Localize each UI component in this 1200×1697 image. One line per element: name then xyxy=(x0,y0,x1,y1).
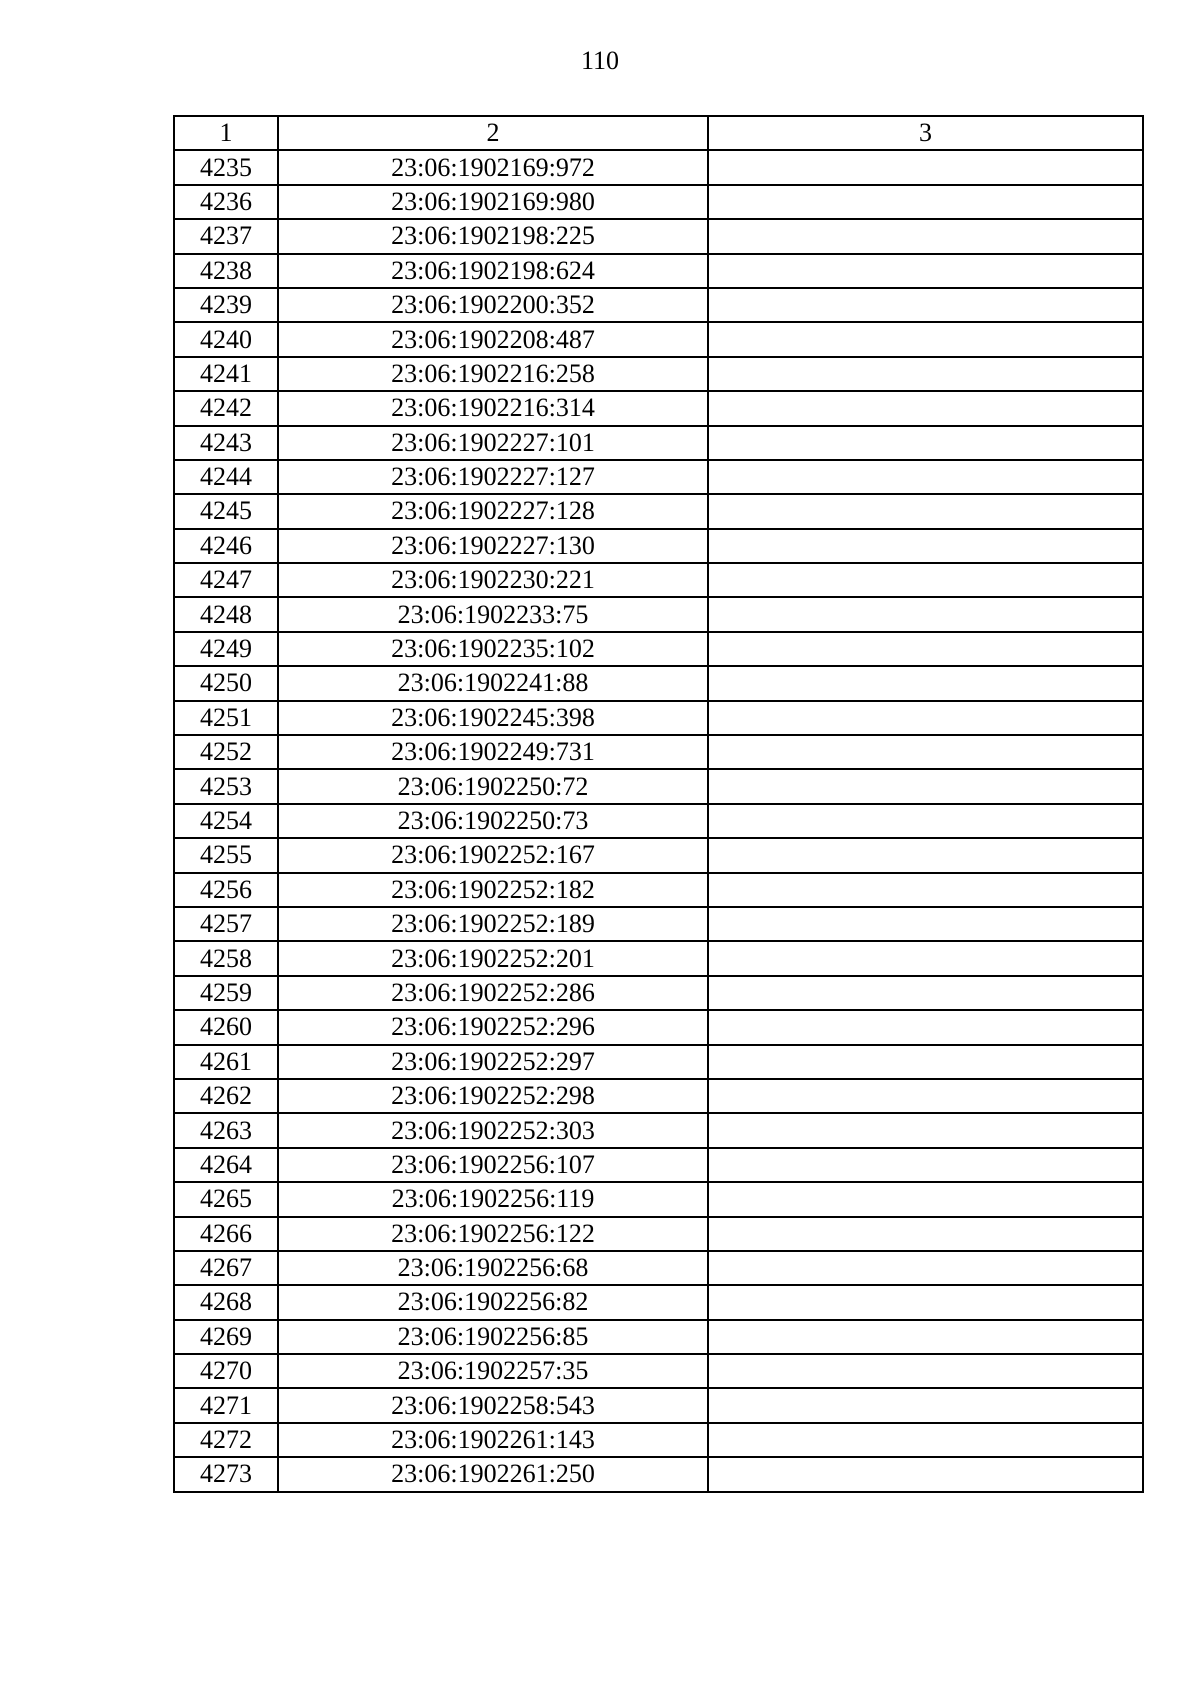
notes-cell xyxy=(708,1113,1143,1147)
row-index-cell: 4252 xyxy=(174,735,278,769)
table-body xyxy=(174,150,1143,1491)
row-index-cell: 4255 xyxy=(174,838,278,872)
table-row xyxy=(174,941,1143,975)
cadastral-number-cell: 23:06:1902252:286 xyxy=(278,976,708,1010)
table-row xyxy=(174,804,1143,838)
table-row xyxy=(174,1388,1143,1422)
table-row xyxy=(174,150,1143,184)
table-row xyxy=(174,1354,1143,1388)
notes-cell xyxy=(708,1285,1143,1319)
notes-cell xyxy=(708,1079,1143,1113)
table-row xyxy=(174,632,1143,666)
table-row xyxy=(174,391,1143,425)
row-index-cell: 4259 xyxy=(174,976,278,1010)
table-row xyxy=(174,460,1143,494)
notes-cell xyxy=(708,769,1143,803)
table-row xyxy=(174,254,1143,288)
cadastral-number-cell: 23:06:1902227:127 xyxy=(278,460,708,494)
row-index-cell: 4271 xyxy=(174,1388,278,1422)
row-index-cell: 4273 xyxy=(174,1457,278,1491)
cadastral-number-cell: 23:06:1902252:167 xyxy=(278,838,708,872)
cadastral-number-cell: 23:06:1902241:88 xyxy=(278,666,708,700)
cadastral-number-cell: 23:06:1902216:314 xyxy=(278,391,708,425)
row-index-cell: 4251 xyxy=(174,701,278,735)
table-row xyxy=(174,1010,1143,1044)
row-index-cell: 4249 xyxy=(174,632,278,666)
table-row xyxy=(174,769,1143,803)
table-row xyxy=(174,494,1143,528)
row-index-cell: 4246 xyxy=(174,529,278,563)
notes-cell xyxy=(708,838,1143,872)
cadastral-number-cell: 23:06:1902252:182 xyxy=(278,873,708,907)
table-row xyxy=(174,1423,1143,1457)
row-index-cell: 4239 xyxy=(174,288,278,322)
notes-cell xyxy=(708,357,1143,391)
row-index-cell: 4240 xyxy=(174,322,278,356)
notes-cell xyxy=(708,907,1143,941)
row-index-cell: 4248 xyxy=(174,597,278,631)
table-row xyxy=(174,1251,1143,1285)
table-row xyxy=(174,1320,1143,1354)
table-row xyxy=(174,322,1143,356)
cadastral-number-cell: 23:06:1902227:128 xyxy=(278,494,708,528)
column-header-1: 1 xyxy=(174,116,278,150)
notes-cell xyxy=(708,941,1143,975)
row-index-cell: 4267 xyxy=(174,1251,278,1285)
notes-cell xyxy=(708,701,1143,735)
row-index-cell: 4238 xyxy=(174,254,278,288)
cadastral-number-cell: 23:06:1902200:352 xyxy=(278,288,708,322)
row-index-cell: 4254 xyxy=(174,804,278,838)
table-row xyxy=(174,1285,1143,1319)
table-row xyxy=(174,1148,1143,1182)
cadastral-number-cell: 23:06:1902252:303 xyxy=(278,1113,708,1147)
row-index-cell: 4260 xyxy=(174,1010,278,1044)
notes-cell xyxy=(708,460,1143,494)
row-index-cell: 4269 xyxy=(174,1320,278,1354)
table-row xyxy=(174,701,1143,735)
row-index-cell: 4235 xyxy=(174,150,278,184)
cadastral-number-cell: 23:06:1902256:107 xyxy=(278,1148,708,1182)
cadastral-number-cell: 23:06:1902227:101 xyxy=(278,426,708,460)
cadastral-number-cell: 23:06:1902227:130 xyxy=(278,529,708,563)
cadastral-number-cell: 23:06:1902256:68 xyxy=(278,1251,708,1285)
cadastral-number-cell: 23:06:1902261:143 xyxy=(278,1423,708,1457)
row-index-cell: 4263 xyxy=(174,1113,278,1147)
table-row xyxy=(174,529,1143,563)
cadastral-number-cell: 23:06:1902257:35 xyxy=(278,1354,708,1388)
notes-cell xyxy=(708,1010,1143,1044)
cadastral-number-cell: 23:06:1902252:297 xyxy=(278,1045,708,1079)
notes-cell xyxy=(708,529,1143,563)
cadastral-number-cell: 23:06:1902216:258 xyxy=(278,357,708,391)
notes-cell xyxy=(708,219,1143,253)
notes-cell xyxy=(708,1182,1143,1216)
notes-cell xyxy=(708,666,1143,700)
table-row xyxy=(174,1457,1143,1491)
cadastral-number-table xyxy=(173,115,1144,1493)
notes-cell xyxy=(708,735,1143,769)
notes-cell xyxy=(708,288,1143,322)
notes-cell xyxy=(708,1354,1143,1388)
cadastral-number-cell: 23:06:1902230:221 xyxy=(278,563,708,597)
table-row xyxy=(174,219,1143,253)
notes-cell xyxy=(708,804,1143,838)
row-index-cell: 4272 xyxy=(174,1423,278,1457)
cadastral-number-cell: 23:06:1902198:225 xyxy=(278,219,708,253)
cadastral-number-cell: 23:06:1902250:73 xyxy=(278,804,708,838)
notes-cell xyxy=(708,597,1143,631)
notes-cell xyxy=(708,976,1143,1010)
row-index-cell: 4264 xyxy=(174,1148,278,1182)
cadastral-number-cell: 23:06:1902252:298 xyxy=(278,1079,708,1113)
row-index-cell: 4250 xyxy=(174,666,278,700)
table-row xyxy=(174,357,1143,391)
cadastral-number-cell: 23:06:1902208:487 xyxy=(278,322,708,356)
notes-cell xyxy=(708,150,1143,184)
cadastral-number-cell: 23:06:1902235:102 xyxy=(278,632,708,666)
row-index-cell: 4258 xyxy=(174,941,278,975)
row-index-cell: 4253 xyxy=(174,769,278,803)
cadastral-number-cell: 23:06:1902245:398 xyxy=(278,701,708,735)
cadastral-number-cell: 23:06:1902198:624 xyxy=(278,254,708,288)
notes-cell xyxy=(708,322,1143,356)
table-row xyxy=(174,597,1143,631)
page-number: 110 xyxy=(580,46,620,75)
notes-cell xyxy=(708,426,1143,460)
row-index-cell: 4243 xyxy=(174,426,278,460)
notes-cell xyxy=(708,185,1143,219)
notes-cell xyxy=(708,1148,1143,1182)
notes-cell xyxy=(708,494,1143,528)
cadastral-number-cell: 23:06:1902256:119 xyxy=(278,1182,708,1216)
table-row xyxy=(174,1113,1143,1147)
cadastral-number-cell: 23:06:1902258:543 xyxy=(278,1388,708,1422)
notes-cell xyxy=(708,1388,1143,1422)
row-index-cell: 4266 xyxy=(174,1217,278,1251)
table-row xyxy=(174,288,1143,322)
cadastral-number-cell: 23:06:1902256:85 xyxy=(278,1320,708,1354)
notes-cell xyxy=(708,1423,1143,1457)
cadastral-number-cell: 23:06:1902252:296 xyxy=(278,1010,708,1044)
row-index-cell: 4241 xyxy=(174,357,278,391)
notes-cell xyxy=(708,563,1143,597)
notes-cell xyxy=(708,391,1143,425)
cadastral-number-cell: 23:06:1902169:972 xyxy=(278,150,708,184)
table-header-row xyxy=(174,116,1143,150)
cadastral-number-cell: 23:06:1902252:201 xyxy=(278,941,708,975)
cadastral-number-cell: 23:06:1902169:980 xyxy=(278,185,708,219)
row-index-cell: 4268 xyxy=(174,1285,278,1319)
row-index-cell: 4270 xyxy=(174,1354,278,1388)
notes-cell xyxy=(708,632,1143,666)
row-index-cell: 4265 xyxy=(174,1182,278,1216)
cadastral-number-cell: 23:06:1902256:122 xyxy=(278,1217,708,1251)
row-index-cell: 4261 xyxy=(174,1045,278,1079)
cadastral-number-cell: 23:06:1902261:250 xyxy=(278,1457,708,1491)
cadastral-number-cell: 23:06:1902250:72 xyxy=(278,769,708,803)
cadastral-number-cell: 23:06:1902233:75 xyxy=(278,597,708,631)
notes-cell xyxy=(708,873,1143,907)
column-header-2: 2 xyxy=(278,116,708,150)
notes-cell xyxy=(708,254,1143,288)
notes-cell xyxy=(708,1457,1143,1491)
table-row xyxy=(174,563,1143,597)
notes-cell xyxy=(708,1251,1143,1285)
table-row xyxy=(174,735,1143,769)
table-row xyxy=(174,838,1143,872)
notes-cell xyxy=(708,1217,1143,1251)
table-row xyxy=(174,666,1143,700)
table-row xyxy=(174,976,1143,1010)
table-row xyxy=(174,1045,1143,1079)
row-index-cell: 4262 xyxy=(174,1079,278,1113)
row-index-cell: 4244 xyxy=(174,460,278,494)
row-index-cell: 4245 xyxy=(174,494,278,528)
row-index-cell: 4236 xyxy=(174,185,278,219)
table-row xyxy=(174,426,1143,460)
row-index-cell: 4237 xyxy=(174,219,278,253)
cadastral-number-cell: 23:06:1902252:189 xyxy=(278,907,708,941)
table-row xyxy=(174,1182,1143,1216)
row-index-cell: 4247 xyxy=(174,563,278,597)
row-index-cell: 4242 xyxy=(174,391,278,425)
cadastral-number-cell: 23:06:1902256:82 xyxy=(278,1285,708,1319)
table-row xyxy=(174,1217,1143,1251)
row-index-cell: 4257 xyxy=(174,907,278,941)
row-index-cell: 4256 xyxy=(174,873,278,907)
column-header-3: 3 xyxy=(708,116,1143,150)
cadastral-number-cell: 23:06:1902249:731 xyxy=(278,735,708,769)
table-row xyxy=(174,185,1143,219)
table-row xyxy=(174,1079,1143,1113)
table-row xyxy=(174,907,1143,941)
table-row xyxy=(174,873,1143,907)
notes-cell xyxy=(708,1045,1143,1079)
notes-cell xyxy=(708,1320,1143,1354)
